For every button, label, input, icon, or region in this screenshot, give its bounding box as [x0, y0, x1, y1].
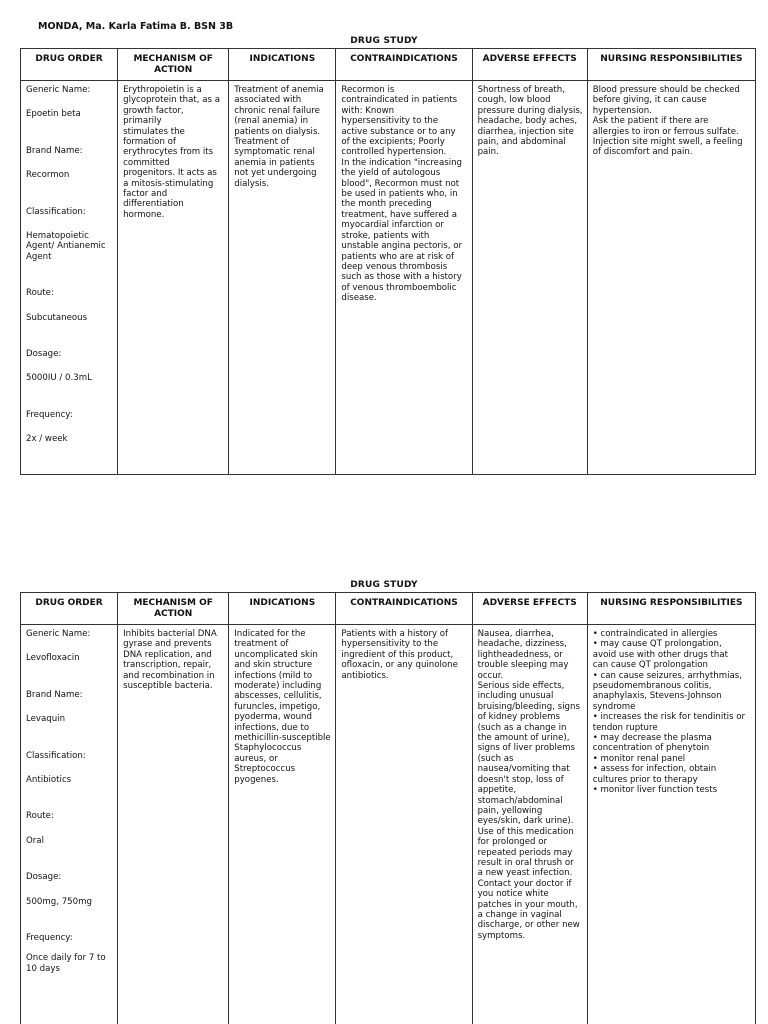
nursing-cell: Blood pressure should be checked before giving, it can cause hypertension. Ask the patient if there are allergies to iron or ferrous sulfate. Injection site might swell, a feeling of discomfort and pain.	[587, 81, 755, 475]
col-header-adverse-effects: ADVERSE EFFECTS	[472, 593, 587, 625]
classification-value: Antibiotics	[26, 775, 72, 786]
drug-study-table-1	[20, 48, 756, 475]
col-header-indications: INDICATIONS	[229, 593, 336, 625]
classification-value: Hematopoietic Agent/ Antianemic Agent	[26, 231, 106, 262]
generic-name-label: Generic Name:	[26, 85, 91, 95]
col-header-adverse-effects: ADVERSE EFFECTS	[472, 49, 587, 81]
route-label: Route:	[26, 811, 54, 822]
brand-name-label: Brand Name:	[26, 689, 83, 700]
table-header-row	[21, 49, 756, 81]
drug-order-cell	[21, 81, 118, 475]
col-header-contraindications: CONTRAINDICATIONS	[336, 49, 472, 81]
col-header-indications: INDICATIONS	[229, 49, 336, 81]
classification-label: Classification:	[26, 206, 86, 217]
table-row	[21, 625, 756, 1024]
frequency-label: Frequency:	[26, 933, 73, 944]
col-header-drug-order: DRUG ORDER	[21, 593, 118, 625]
route-value: Subcutaneous	[26, 312, 88, 323]
generic-name-value: Epoetin beta	[26, 109, 81, 120]
col-header-nursing: NURSING RESPONSIBILITIES	[587, 593, 755, 625]
dosage-label: Dosage:	[26, 349, 62, 360]
col-header-contraindications: CONTRAINDICATIONS	[336, 593, 472, 625]
table-header-row	[21, 593, 756, 625]
classification-label: Classification:	[26, 750, 86, 761]
contraindications-cell: Patients with a history of hypersensitivity to the ingredient of this product, ofloxacin, or any quinolone antibiotics.	[336, 625, 472, 1024]
mechanism-cell: Erythropoietin is a glycoprotein that, as a growth factor, primarily stimulates the formation of erythrocytes from its committed progenitors. It acts as a mitosis-stimulating factor and differentiation hormone.	[118, 81, 229, 475]
brand-name-value: Levaquin	[26, 714, 66, 725]
frequency-label: Frequency:	[26, 409, 73, 420]
dosage-label: Dosage:	[26, 872, 62, 883]
mechanism-cell: Inhibits bacterial DNA gyrase and prevents DNA replication, and transcription, repair, and recombination in susceptible bacteria.	[118, 625, 229, 1024]
nursing-cell: • contraindicated in allergies • may cause QT prolongation, avoid use with other drugs that can cause QT prolongation • can cause seizures, arrhythmias, pseudomembranous colitis, anaphylaxis, Stevens-Johnson syndrome • increases the risk for tendinitis or tendon rupture • may decrease the plasma concentration of phenytoin • monitor renal panel • assess for infection, obtain cultures prior to therapy • monitor liver function tests	[587, 625, 755, 1024]
adverse-effects-cell: Nausea, diarrhea, headache, dizziness, lightheadedness, or trouble sleeping may occur. Serious side effects, including unusual bruising/bleeding, signs of kidney problems (such as a change in the amount of urine), signs of liver problems (such as nausea/vomiting that doesn't stop, loss of appetite, stomach/abdominal pain, yellowing eyes/skin, dark urine). Use of this medication for prolonged or repeated periods may result in oral thrush or a new yeast infection. Contact your doctor if you notice white patches in your mouth, a change in vaginal discharge, or other new symptoms.	[472, 625, 587, 1024]
brand-name-value: Recormon	[26, 170, 70, 181]
col-header-drug-order: DRUG ORDER	[21, 49, 118, 81]
indications-cell: Treatment of anemia associated with chronic renal failure (renal anemia) in patients on dialysis. Treatment of symptomatic renal anemia in patients not yet undergoing dialysis.	[229, 81, 336, 475]
generic-name-value: Levofloxacin	[26, 653, 80, 664]
drug-study-table-2	[20, 592, 756, 1024]
student-name: MONDA, Ma. Karla Fatima B. BSN 3B	[38, 21, 234, 32]
route-value: Oral	[26, 835, 44, 846]
adverse-effects-cell: Shortness of breath, cough, low blood pressure during dialysis, headache, body aches, diarrhea, injection site pain, and abdominal pain.	[472, 81, 587, 475]
table-row	[21, 81, 756, 475]
drug-order-cell	[21, 625, 118, 1024]
contraindications-cell: Recormon is contraindicated in patients with: Known hypersensitivity to the active substance or to any of the excipients; Poorly controlled hypertension. In the indication "increasing the yield of autologous blood", Recormon must not be used in patients who, in the month preceding treatment, have suffered a myocardial infarction or stroke, patients with unstable angina pectoris, or patients who are at risk of deep venous thrombosis such as those with a history of venous thromboembolic disease.	[336, 81, 472, 475]
route-label: Route:	[26, 288, 54, 299]
col-header-mechanism: MECHANISM OF ACTION	[118, 49, 229, 81]
generic-name-label: Generic Name:	[26, 629, 91, 639]
col-header-mechanism: MECHANISM OF ACTION	[118, 593, 229, 625]
col-header-nursing: NURSING RESPONSIBILITIES	[587, 49, 755, 81]
brand-name-label: Brand Name:	[26, 145, 83, 156]
indications-cell: Indicated for the treatment of uncomplicated skin and skin structure infections (mild to moderate) including abscesses, cellulitis, furuncles, impetigo, pyoderma, wound infections, due to methicillin-susceptible Staphylococcus aureus, or Streptococcus pyogenes.	[229, 625, 336, 1024]
frequency-value: 2x / week	[26, 434, 68, 445]
frequency-value: Once daily for 7 to 10 days	[26, 953, 106, 974]
dosage-value: 5000IU / 0.3mL	[26, 373, 92, 384]
dosage-value: 500mg, 750mg	[26, 896, 92, 907]
drug-study-title-1: DRUG STUDY	[350, 36, 418, 46]
drug-study-title-2: DRUG STUDY	[350, 580, 418, 590]
